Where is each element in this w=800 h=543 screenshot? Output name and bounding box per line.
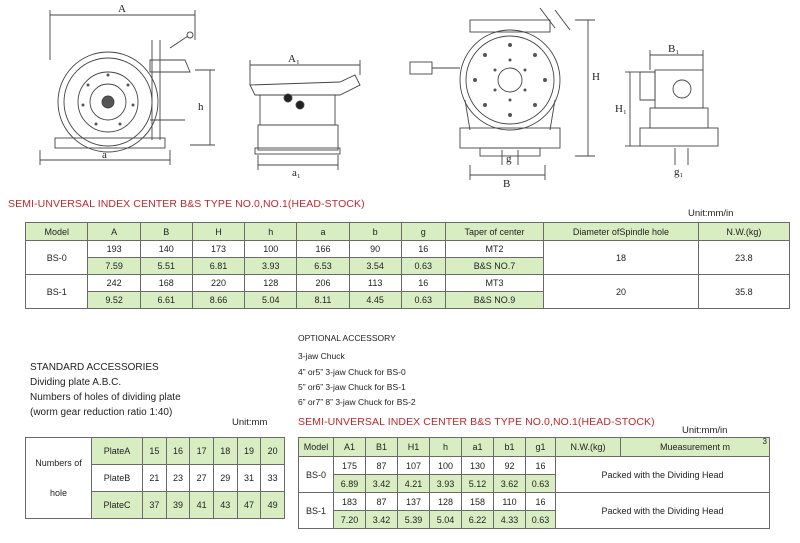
model-cell: BS-1 — [26, 275, 88, 309]
cell: 166 — [297, 241, 349, 258]
note-cell: Packed with the Dividing Head — [556, 493, 770, 529]
header-nw: N.W.(kg) — [698, 223, 789, 241]
cell: 6.61 — [140, 292, 192, 309]
cell: 6.81 — [192, 258, 244, 275]
cell: 15 — [143, 438, 167, 465]
cell: 16 — [401, 275, 445, 292]
dim-H1: H₁ — [615, 103, 627, 115]
cell: 128 — [245, 275, 297, 292]
table1 — [25, 222, 790, 309]
cell: 16 — [401, 241, 445, 258]
optional-item: 3-jaw Chuck — [298, 351, 345, 361]
optional-item: 6” or7” 8” 3-jaw Chuck for BS-2 — [298, 397, 416, 407]
header-H: H — [192, 223, 244, 241]
plate-name: PlateC — [92, 492, 143, 519]
drawing-head-front — [40, 10, 215, 165]
taper-cell: B&S NO.7 — [445, 258, 543, 275]
taper-cell: MT3 — [445, 275, 543, 292]
model-cell: BS-0 — [299, 457, 334, 493]
cell: 3.54 — [349, 258, 401, 275]
cell: 8.66 — [192, 292, 244, 309]
cell: 39 — [166, 492, 190, 519]
header-h: h — [430, 438, 462, 457]
dim-g: g — [506, 153, 512, 165]
header-B1: B1 — [366, 438, 398, 457]
dim-A1: A₁ — [288, 53, 300, 65]
header-taper: Taper of center — [445, 223, 543, 241]
cell: 173 — [192, 241, 244, 258]
cell: 113 — [349, 275, 401, 292]
cell: 3.93 — [430, 475, 462, 493]
drawing-dots — [82, 43, 548, 126]
header-a: a — [297, 223, 349, 241]
cell: 110 — [494, 493, 526, 511]
optional-heading: OPTIONAL ACCESSORY — [298, 333, 396, 343]
cell: 21 — [143, 465, 167, 492]
cell: 5.12 — [462, 475, 494, 493]
cell: 27 — [190, 465, 214, 492]
standard-line: (worm gear reduction ratio 1:40) — [30, 407, 173, 418]
cell: 4.45 — [349, 292, 401, 309]
dim-H: H — [592, 71, 600, 83]
cell: 158 — [462, 493, 494, 511]
header-A1: A1 — [334, 438, 366, 457]
cell: 6.22 — [462, 511, 494, 529]
standard-heading: STANDARD ACCESSORIES — [30, 362, 159, 373]
plates-label-line2: hole — [49, 487, 67, 498]
cell: 16 — [526, 457, 556, 475]
dim-A: A — [118, 3, 126, 15]
cell: 3.93 — [245, 258, 297, 275]
header-H1: H1 — [398, 438, 430, 457]
technical-drawings — [0, 0, 800, 195]
cell: 168 — [140, 275, 192, 292]
table2-unit: Unit:mm/in — [682, 425, 728, 436]
table-row — [299, 493, 770, 511]
cell: 23 — [166, 465, 190, 492]
cell: 9.52 — [88, 292, 140, 309]
cell: 6.53 — [297, 258, 349, 275]
header-g1: g1 — [526, 438, 556, 457]
cell: 175 — [334, 457, 366, 475]
cell: 130 — [462, 457, 494, 475]
cell: 7.59 — [88, 258, 140, 275]
header-A: A — [88, 223, 140, 241]
plate-name: PlateA — [92, 438, 143, 465]
cell: 193 — [88, 241, 140, 258]
header-g: g — [401, 223, 445, 241]
cell: 87 — [366, 493, 398, 511]
cell: 7.20 — [334, 511, 366, 529]
table2-title: SEMI-UNVERSAL INDEX CENTER B&S TYPE NO.0,NO.1(HEAD-STOCK) — [298, 416, 655, 428]
cell: 107 — [398, 457, 430, 475]
cell: 16 — [526, 493, 556, 511]
cell: 183 — [334, 493, 366, 511]
standard-line: Dividing plate A.B.C. — [30, 377, 122, 388]
cell: 92 — [494, 457, 526, 475]
header-measurement-label: Mueasurement m — [659, 442, 731, 452]
cell: 206 — [297, 275, 349, 292]
cell: 100 — [430, 457, 462, 475]
header-a1: a1 — [462, 438, 494, 457]
cell: 0.63 — [401, 258, 445, 275]
header-spindle: Diameter ofSpindle hole — [544, 223, 699, 241]
cell: 5.51 — [140, 258, 192, 275]
taper-cell: B&S NO.9 — [445, 292, 543, 309]
cell: 87 — [366, 457, 398, 475]
dim-h: h — [198, 101, 204, 113]
cell: 220 — [192, 275, 244, 292]
cell: 31 — [237, 465, 261, 492]
header-model: Model — [26, 223, 88, 241]
optional-item: 4” or5” 3-jaw Chuck for BS-0 — [298, 367, 406, 377]
standard-line: Numbers of holes of dividing plate — [30, 392, 181, 403]
header-h: h — [245, 223, 297, 241]
cell: 3.42 — [366, 511, 398, 529]
table1-header-row — [26, 223, 790, 241]
header-model: Model — [299, 438, 334, 457]
header-measurement-sup: 3 — [762, 437, 767, 446]
cell: 47 — [237, 492, 261, 519]
dim-a1: a₁ — [292, 167, 301, 179]
cell: 137 — [398, 493, 430, 511]
plate-name: PlateB — [92, 465, 143, 492]
drawing-tailstock — [625, 50, 718, 165]
header-nw: N.W.(kg) — [556, 438, 621, 457]
dim-g1: g₁ — [674, 166, 684, 178]
table1-title: SEMI-UNVERSAL INDEX CENTER B&S TYPE NO.0,NO.1(HEAD-STOCK) — [8, 198, 365, 210]
table2-header-row — [299, 438, 770, 457]
model-cell: BS-1 — [299, 493, 334, 529]
cell: 0.63 — [526, 511, 556, 529]
plates-label — [26, 438, 92, 519]
dim-a: a — [102, 149, 107, 161]
cell: 140 — [140, 241, 192, 258]
cell: 29 — [213, 465, 237, 492]
cell: 242 — [88, 275, 140, 292]
cell: 43 — [213, 492, 237, 519]
table-row — [26, 275, 790, 292]
cell: 41 — [190, 492, 214, 519]
cell: 49 — [261, 492, 285, 519]
optional-item: 5” or6” 3-jaw Chuck for BS-1 — [298, 382, 406, 392]
cell: 37 — [143, 492, 167, 519]
table2 — [298, 437, 770, 529]
header-measurement — [621, 438, 770, 457]
taper-cell: MT2 — [445, 241, 543, 258]
cell: 4.33 — [494, 511, 526, 529]
cell: 17 — [190, 438, 214, 465]
dim-B: B — [503, 178, 511, 190]
plates-table — [25, 437, 285, 519]
cell: 19 — [237, 438, 261, 465]
cell: 5.04 — [245, 292, 297, 309]
cell: 0.63 — [401, 292, 445, 309]
spindle-cell: 20 — [544, 275, 699, 309]
cell: 8.11 — [297, 292, 349, 309]
table-row — [26, 438, 285, 465]
cell: 6.89 — [334, 475, 366, 493]
cell: 100 — [245, 241, 297, 258]
nw-cell: 23.8 — [698, 241, 789, 275]
cell: 3.62 — [494, 475, 526, 493]
table1-unit: Unit:mm/in — [688, 208, 734, 219]
drawing-head-side — [250, 60, 360, 170]
table-row — [299, 457, 770, 475]
standard-unit: Unit:mm — [232, 417, 268, 428]
spindle-cell: 18 — [544, 241, 699, 275]
note-cell: Packed with the Dividing Head — [556, 457, 770, 493]
header-b: b — [349, 223, 401, 241]
cell: 90 — [349, 241, 401, 258]
plates-label-line1: Numbers of — [35, 457, 82, 468]
cell: 128 — [430, 493, 462, 511]
cell: 20 — [261, 438, 285, 465]
header-B: B — [140, 223, 192, 241]
header-b1: b1 — [494, 438, 526, 457]
nw-cell: 35.8 — [698, 275, 789, 309]
cell: 33 — [261, 465, 285, 492]
cell: 0.63 — [526, 475, 556, 493]
cell: 5.04 — [430, 511, 462, 529]
model-cell: BS-0 — [26, 241, 88, 275]
cell: 16 — [166, 438, 190, 465]
cell: 4.21 — [398, 475, 430, 493]
dim-B1: B₁ — [668, 43, 680, 55]
drawing-head-center — [410, 8, 595, 180]
table-row — [26, 241, 790, 258]
cell: 3.42 — [366, 475, 398, 493]
cell: 18 — [213, 438, 237, 465]
cell: 5.39 — [398, 511, 430, 529]
